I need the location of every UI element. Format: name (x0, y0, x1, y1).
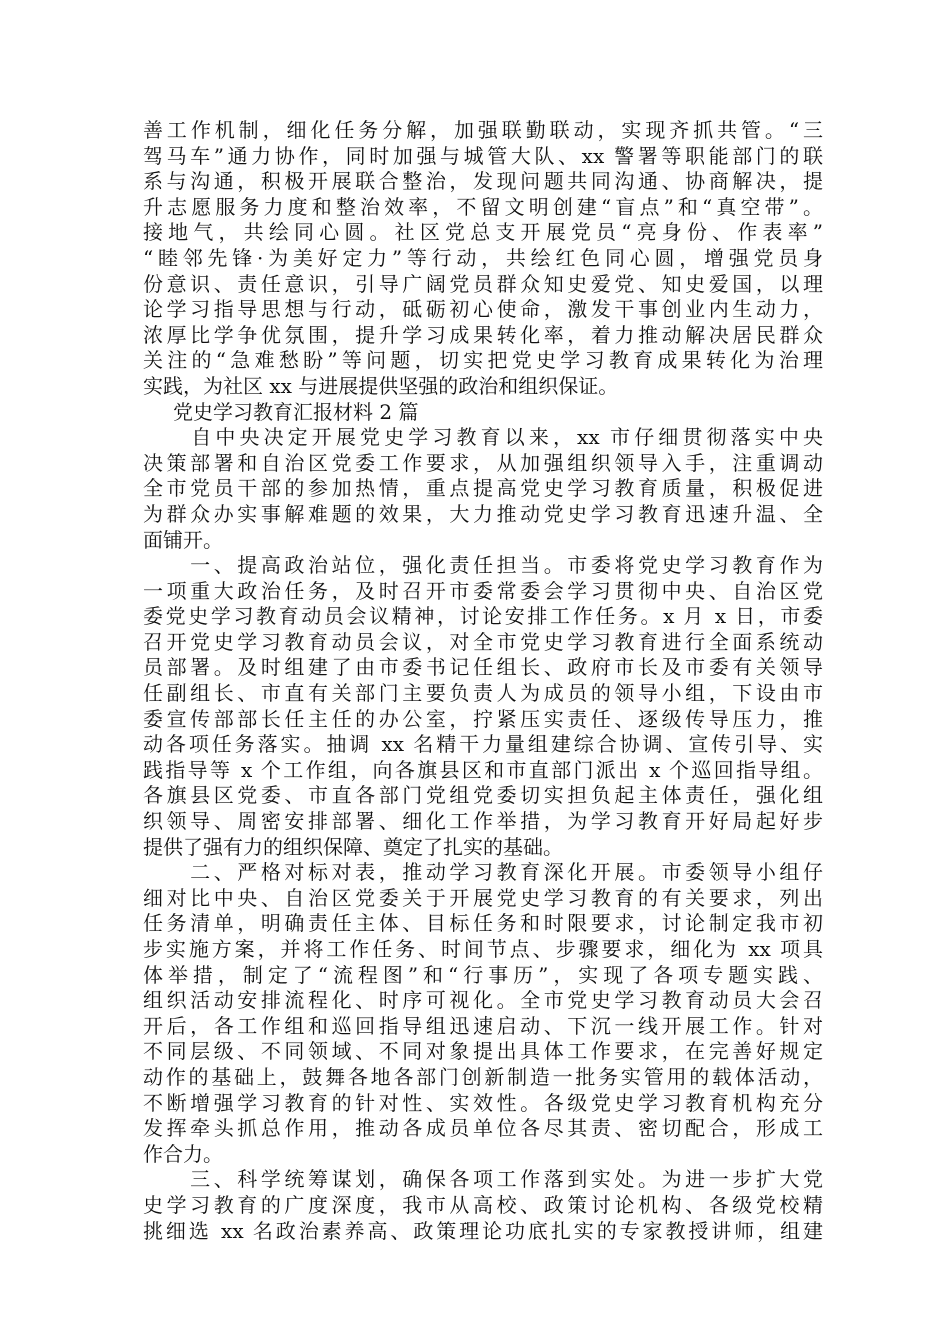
text-line: 挑细选 xx 名政治素养高、政策理论功底扎实的专家教授讲师，组建 (143, 1218, 823, 1243)
text-line: 史学习教育的广度深度，我市从高校、政策讨论机构、各级党校精 (143, 1192, 823, 1217)
text-line: 自中央决定开展党史学习教育以来，xx 市仔细贯彻落实中央 (143, 425, 823, 450)
text-line: 各旗县区党委、市直各部门党组党委切实担负起主体责任，强化组 (143, 783, 823, 808)
text-line: 践指导等 x 个工作组，向各旗县区和市直部门派出 x 个巡回指导组。 (143, 757, 823, 782)
text-line: 体举措，制定了“流程图”和“行事历”，实现了各项专题实践、 (143, 962, 823, 987)
text-line: 委宣传部部长任主任的办公室，拧紧压实责任、逐级传导压力，推 (143, 706, 823, 731)
text-line: 面铺开。 (143, 527, 223, 552)
text-line: 任副组长、市直有关部门主要负责人为成员的领导小组，下设由市 (143, 681, 823, 706)
text-line: 份意识、责任意识，引导广阔党员群众知史爱党、知史爱国，以理 (143, 271, 823, 296)
text-line: 升志愿服务力度和整治效率，不留文明创建“盲点”和“真空带”。 (143, 194, 823, 219)
text-line: 员部署。及时组建了由市委书记任组长、政府市长及市委有关领导 (143, 655, 823, 680)
text-line: 动各项任务落实。抽调 xx 名精干力量组建综合协调、宣传引导、实 (143, 732, 823, 757)
text-line: 关注的“急难愁盼”等问题，切实把党史学习教育成果转化为治理 (143, 348, 823, 373)
text-line: 开后，各工作组和巡回指导组迅速启动、下沉一线开展工作。针对 (143, 1013, 823, 1038)
text-line: 全市党员干部的参加热情，重点提高党史学习教育质量，积极促进 (143, 476, 823, 501)
text-line: 驾马车”通力协作，同时加强与城管大队、xx 警署等职能部门的联 (143, 143, 823, 168)
text-line: 接地气，共绘同心圆。社区党总支开展党员“亮身份、作表率” (143, 220, 823, 245)
text-line: 动作的基础上，鼓舞各地各部门创新制造一批务实管用的载体活动， (143, 1064, 823, 1089)
text-line: 一、提高政治站位，强化责任担当。市委将党史学习教育作为 (143, 553, 823, 578)
text-line: 二、严格对标对表，推动学习教育深化开展。市委领导小组仔 (143, 860, 823, 885)
document-body (143, 118, 823, 1244)
text-line: 三、科学统筹谋划，确保各项工作落到实处。为进一步扩大党 (143, 1167, 823, 1192)
text-line: 不断增强学习教育的针对性、实效性。各级党史学习教育机构充分 (143, 1090, 823, 1115)
text-line: 浓厚比学争优氛围，提升学习成果转化率，着力推动解决居民群众 (143, 322, 823, 347)
text-line: 为群众办实事解难题的效果，大力推动党史学习教育迅速升温、全 (143, 501, 823, 526)
section-heading: 党史学习教育汇报材料 2 篇 (173, 399, 419, 424)
text-line: 决策部署和自治区党委工作要求，从加强组织领导入手，注重调动 (143, 450, 823, 475)
text-line: 织领导、周密安排部署、细化工作举措，为学习教育开好局起好步 (143, 809, 823, 834)
text-line: 发挥牵头抓总作用，推动各成员单位各尽其责、密切配合，形成工 (143, 1116, 823, 1141)
text-line: 提供了强有力的组织保障、奠定了扎实的基础。 (143, 834, 563, 859)
text-line: 任务清单，明确责任主体、目标任务和时限要求，讨论制定我市初 (143, 911, 823, 936)
text-line: 一项重大政治任务，及时召开市委常委会学习贯彻中央、自治区党 (143, 578, 823, 603)
text-line: 组织活动安排流程化、时序可视化。全市党史学习教育动员大会召 (143, 988, 823, 1013)
text-line: 细对比中央、自治区党委关于开展党史学习教育的有关要求，列出 (143, 885, 823, 910)
text-line: 论学习指导思想与行动，砥砺初心使命，激发干事创业内生动力， (143, 297, 823, 322)
text-line: 召开党史学习教育动员会议，对全市党史学习教育进行全面系统动 (143, 629, 823, 654)
text-line: 善工作机制，细化任务分解，加强联勤联动，实现齐抓共管。“三 (143, 118, 823, 142)
text-line: 系与沟通，积极开展联合整治，发现问题共同沟通、协商解决，提 (143, 169, 823, 194)
text-line: 委党史学习教育动员会议精神，讨论安排工作任务。x 月 x 日，市委 (143, 604, 823, 629)
text-line: 步实施方案，并将工作任务、时间节点、步骤要求，细化为 xx 项具 (143, 937, 823, 961)
text-line: 不同层级、不同领域、不同对象提出具体工作要求，在完善好规定 (143, 1039, 823, 1064)
text-line: 实践，为社区 xx 与进展提供坚强的政治和组织保证。 (143, 373, 619, 398)
text-line: “睦邻先锋·为美好定力”等行动，共绘红色同心圆，增强党员身 (143, 245, 823, 270)
text-line: 作合力。 (143, 1141, 223, 1166)
